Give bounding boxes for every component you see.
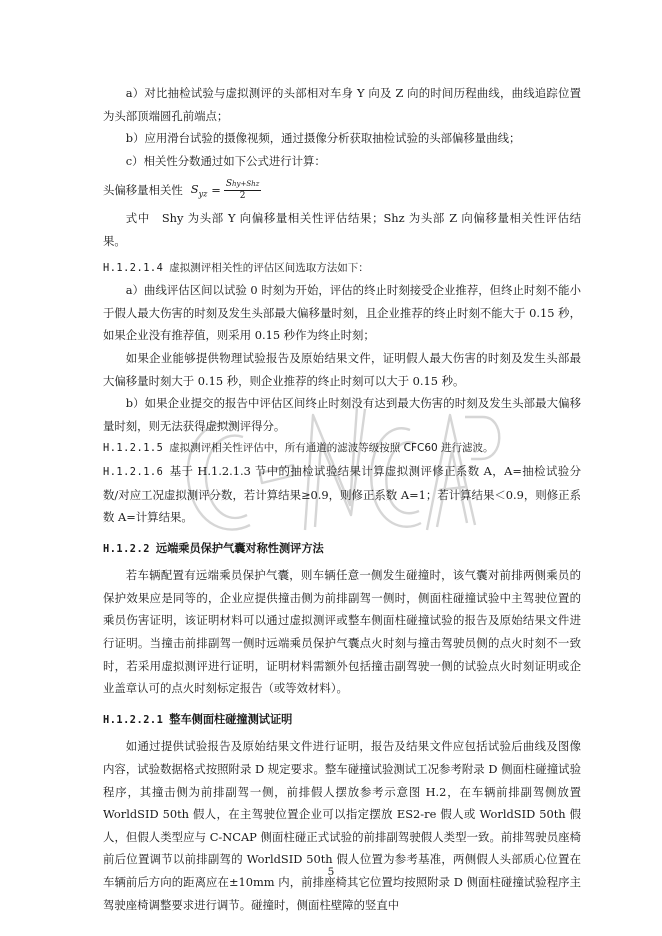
section-heading-h1216 [103, 460, 581, 529]
item-a-interval: a）曲线评估区间以试验 0 时刻为开始，评估的终止时刻接受企业推荐，但终止时刻不能小于假人最大伤害的时刻及发生头部最大偏移量时刻，且企业推荐的终止时刻不能大于 0.15 秒，如果企业没有推荐值，则采用 0.15 秒作为终止时刻； [103, 283, 581, 343]
formula-variable: $S_{yz}$ [190, 182, 208, 199]
section-heading-h122 [103, 538, 581, 561]
formula-denominator: 2 [239, 190, 246, 201]
section-number: H.1.2.1.5 [103, 442, 164, 455]
section-title: 整车侧面柱碰撞测试证明 [169, 712, 293, 726]
section-number: H.1.2.2 [103, 542, 150, 555]
item-c-formula-intro: c）相关性分数通过如下公式进行计算： [125, 153, 326, 168]
item-a-curves: a）对比抽检试验与虚拟测评的头部相对车身 Y 向及 Z 向的时间历程曲线，曲线追踪位置为头部顶端圆孔前端点； [103, 86, 581, 123]
formula-numerator: Shy+Shz [225, 178, 260, 189]
section-title: 虚拟测评相关性的评估区间选取方法如下： [169, 261, 369, 274]
item-b-no-score: b）如果企业提交的报告中评估区间终止时刻没有达到最大伤害的时刻及发生头部最大偏移量时刻，则无法获得虚拟测评得分。 [103, 396, 581, 433]
pole-test-proof-paragraph: 如通过提供试验报告及原始结果文件进行证明，报告及结果文件应包括试验后曲线及图像内容，试验数据格式按照附录 D 规定要求。整车碰撞试验测试工况参考附录 D 侧面柱碰撞试验程序，其撞击侧为前排副驾一侧，前排假人摆放参考示意图 H.2，在车辆前排副驾侧放置 WorldSID 50th 假人，在主驾驶位置企业可以指定摆放 ES2-re 假人或 WorldSID 50th 假人，但假人类型应与 C-NCAP 侧面柱碰正式试验的前排副驾驶假人类型一致。前排驾驶员座椅前后位置调节以前排副驾的 WorldSID 50th 假人位置为参考基准，两侧假人头部质心位置在车辆前后方向的距离应在±10mm 内，前排座椅其它位置均按照附录 D 侧面柱碰撞试验程序主驾驶座椅调整要求进行调节。碰撞时，侧面柱壁障的竖直中 [103, 739, 581, 912]
formula-where-clause: 式中 Shy 为头部 Y 向偏移量相关性评估结果；Shz 为头部 Z 向偏移量相关性评估结果。 [103, 211, 581, 248]
formula-equals: = [211, 183, 221, 198]
section-heading-h1214 [103, 257, 581, 280]
main-content [103, 82, 581, 916]
formula-fraction [224, 179, 262, 202]
section-heading-h1221 [103, 709, 581, 732]
page-number: 5 [327, 866, 335, 878]
section-number: H.1.2.1.4 [103, 261, 164, 274]
section-title: 虚拟测评相关性评估中，所有通道的滤波等级按照 CFC60 进行滤波。 [169, 442, 494, 455]
interval-exception: 如果企业能够提供物理试验报告及原始结果文件，证明假人最大伤害的时刻及发生头部最大偏移量时刻大于 0.15 秒，则企业推荐的终止时刻可以大于 0.15 秒。 [103, 350, 581, 388]
section-title: 远端乘员保护气囊对称性测评方法 [155, 541, 324, 555]
section-body: 基于 H.1.2.1.3 节中的抽检试验结果计算虚拟测评修正系数 A，A=抽检试验分数/对应工况虚拟测评分数，若计算结果≥0.9，则修正系数 A=1；若计算结果＜0.9，则修正系数 A=计算结果。 [103, 463, 581, 525]
head-offset-formula [103, 173, 581, 207]
section-number: H.1.2.2.1 [103, 713, 164, 726]
section-heading-h1215 [103, 437, 581, 460]
far-side-airbag-paragraph: 若车辆配置有远端乘员保护气囊，则车辆任意一侧发生碰撞时，该气囊对前排两侧乘员的保护效果应是同等的，企业应提供撞击侧为前排副驾一侧时，侧面柱碰撞试验中主驾驶位置的乘员伤害证明，该证明材料可以通过虚拟测评或整车侧面柱碰撞试验的报告及原始结果文件进行证明。当撞击前排副驾一侧时远端乘员保护气囊点火时刻与撞击驾驶员侧的点火时刻不一致时，若采用虚拟测评进行证明，证明材料需额外包括撞击副驾驶一侧的试验点火时刻证明或企业盖章认可的点火时刻标定报告（或等效材料）。 [103, 568, 581, 696]
item-b-video: b）应用滑台试验的摄像视频，通过摄像分析获取抽检试验的头部偏移量曲线； [125, 131, 521, 146]
formula-label: 头偏移量相关性 [103, 183, 183, 198]
section-number: H.1.2.1.6 [103, 465, 164, 478]
